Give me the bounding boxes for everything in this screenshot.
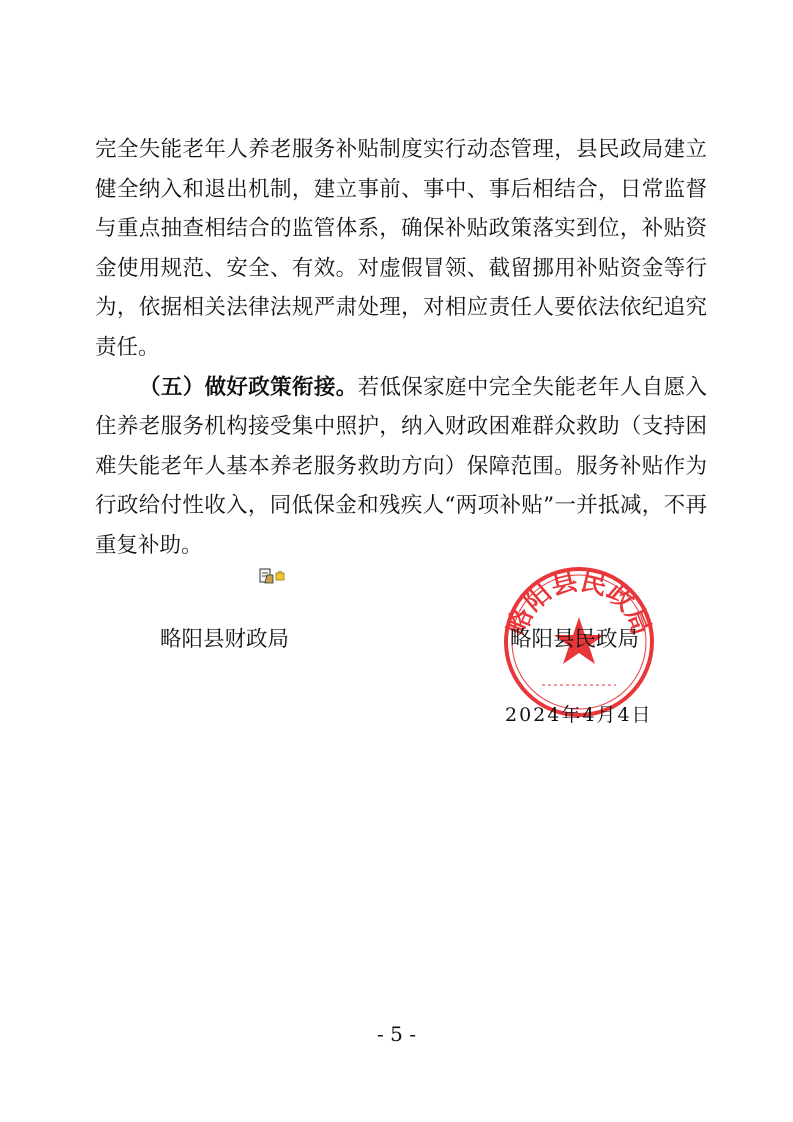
- signature-finance-bureau: 略阳县财政局: [160, 627, 290, 652]
- page-number: - 5 -: [377, 1022, 416, 1046]
- paragraph-1-text: 完全失能老年人养老服务补贴制度实行动态管理，县民政局建立健全纳入和退出机制，建立事前、事中、事后相结合，日常监督与重点抽查相结合的监管体系，确保补贴政策落实到位，补贴资金使用规范、安全、有效。对虚假冒领、截留挪用补贴资金等行为，依据相关法律法规严肃处理，对相应责任人要依法依纪追究责任。: [95, 137, 707, 360]
- paragraph-2-text: 若低保家庭中完全失能老年人自愿入住养老服务机构接受集中照护，纳入财政困难群众救助（支持困难失能老年人基本养老服务救助方向）保障范围。服务补贴作为行政给付性收入，同低保金和残疾人“两项补贴”一并抵减，不再重复补助。: [95, 374, 707, 558]
- paragraph-2: [95, 368, 707, 566]
- svg-text:略阳县民政局: 略阳县民政局: [502, 566, 656, 640]
- paragraph-1: [95, 130, 707, 368]
- signing-date: 2024年4月4日: [505, 704, 653, 726]
- paragraph-2-heading: （五）做好政策衔接。: [139, 374, 358, 400]
- attachment-icon: [258, 567, 288, 585]
- body-text: [95, 130, 707, 566]
- signature-civil-affairs-bureau: 略阳县民政局: [510, 627, 640, 652]
